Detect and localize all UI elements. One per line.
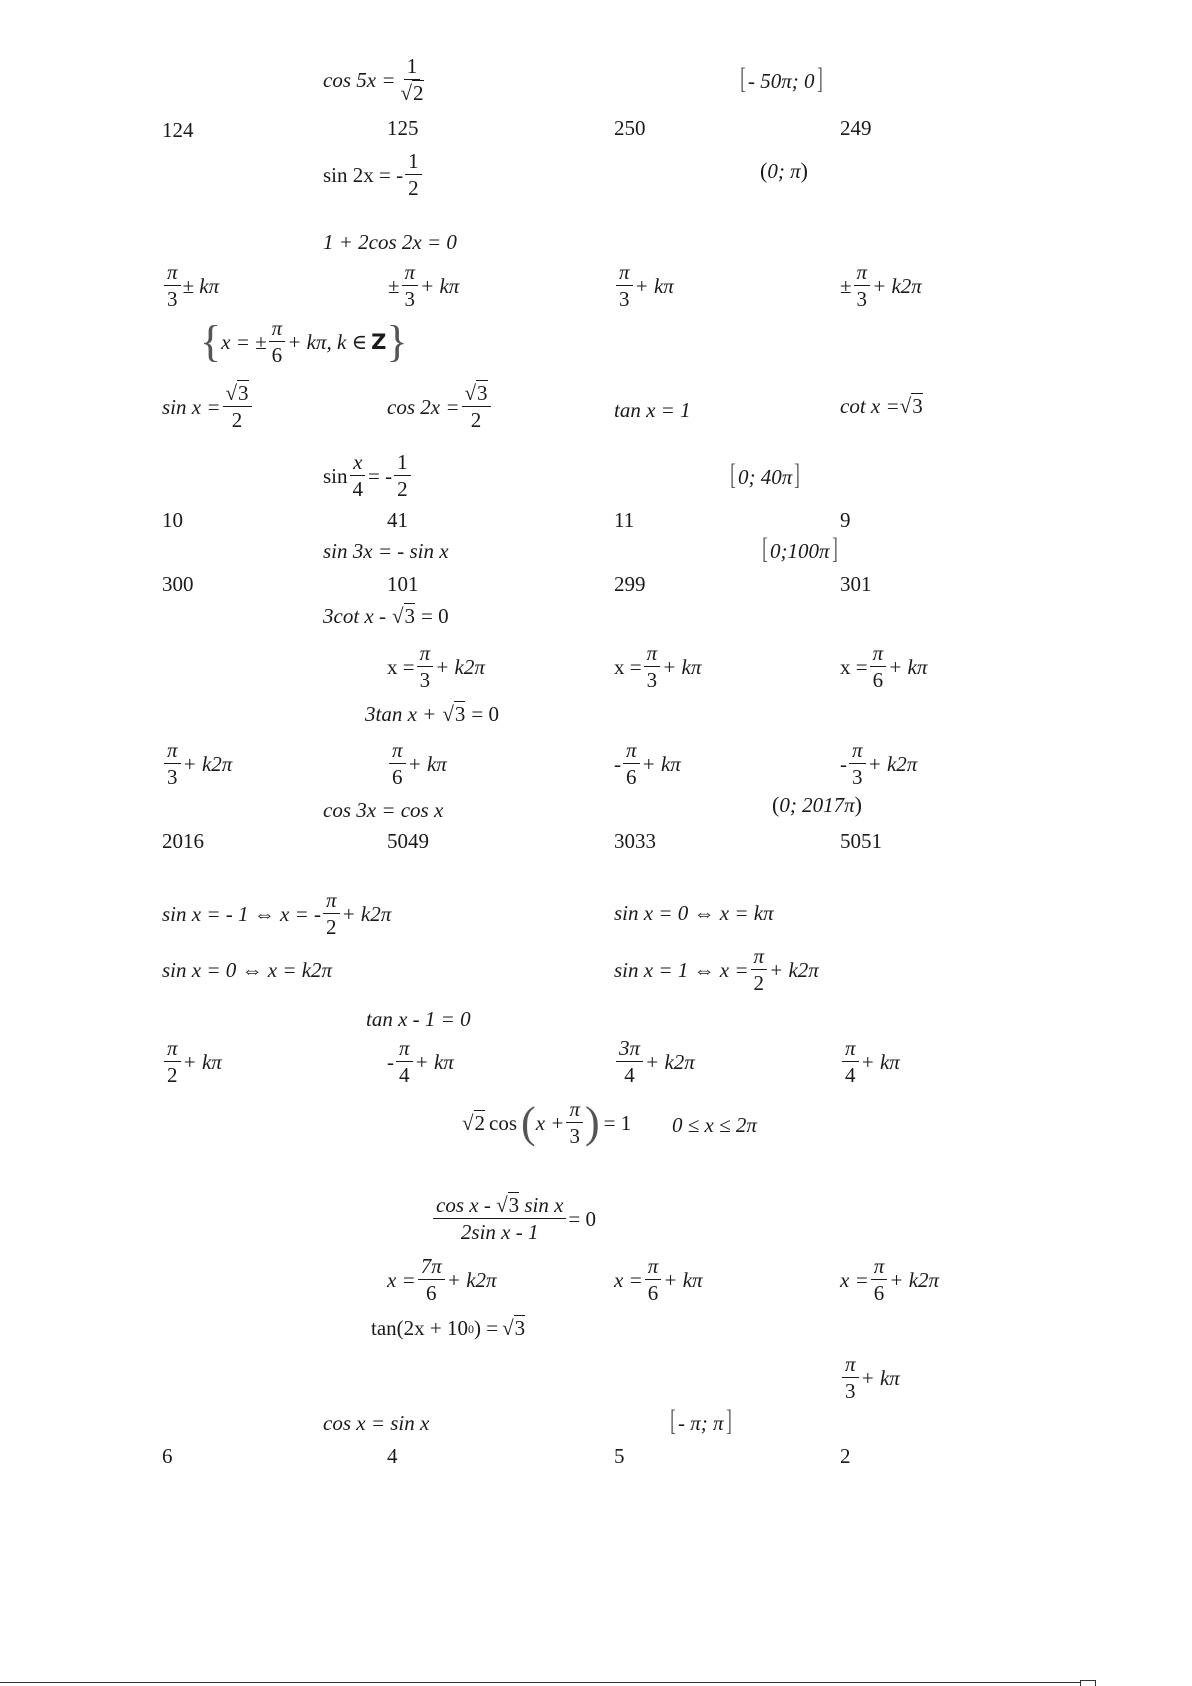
q15-interval-text: - π; π <box>678 1411 724 1435</box>
q5-answer-d: 9 <box>840 508 851 532</box>
q6-equation: sin 3x = - sin x <box>323 539 449 563</box>
q12-equation: √2 cos ( x + $\frac{\pi}{3}$ ) = 1 <box>462 1097 632 1148</box>
q11-answer-a: $\frac{\pi}{2}$ + kπ <box>162 1038 222 1086</box>
q6-answer-a: 300 <box>162 572 194 596</box>
q8-answer-d: - $\frac{\pi}{3}$ + k2π <box>840 738 918 789</box>
q9-interval-text: 0; 2017π <box>779 793 855 817</box>
q10-option-d: sin x = 1 ⇔ x = $\frac{\pi}{2}$ + k2π <box>614 944 819 995</box>
q10-option-b: sin x = 0 ⇔ x = kπ <box>614 901 774 925</box>
q1-interval-text: - 50π; 0 <box>748 69 815 93</box>
q10-option-c: sin x = 0 ⇔ x = k2π <box>162 958 333 982</box>
q6-answer-c: 299 <box>614 572 646 596</box>
q4-answer-a: sin x = $\frac{√3}{2}$ <box>162 383 254 431</box>
q7-equation: 3cot x - √3 = 0 <box>323 604 449 628</box>
q5-equation: sin $\frac{x}{4}$ = - $\frac{1}{2}$ <box>323 452 413 500</box>
q2-den: 2 <box>408 176 419 200</box>
q9-answer-a: 2016 <box>162 829 204 853</box>
q1-den: √2 <box>400 81 424 105</box>
q11-answer-d: $\frac{\pi}{4}$ + kπ <box>840 1038 900 1086</box>
q8-answer-b: $\frac{\pi}{6}$ + kπ <box>387 740 447 788</box>
q13-equation: $\frac{\text{cos x - √3 sin x}}{\text{2sin x - 1}}$ = 0 <box>431 1195 596 1243</box>
q8-answer-c: - $\frac{\pi}{6}$ + kπ <box>614 738 681 789</box>
q6-answer-d: 301 <box>840 572 872 596</box>
q15-answer-b: 4 <box>387 1444 398 1468</box>
q4-answer-b: cos 2x = $\frac{√3}{2}$ <box>387 383 493 431</box>
q1-answer-b: 125 <box>387 116 419 140</box>
q6-interval: [ 0;100π] <box>762 532 838 565</box>
q5-answer-b: 41 <box>387 508 408 532</box>
q10-option-a: sin x = - 1 ⇔ x = - $\frac{\pi}{2}$ + k2π <box>162 888 392 939</box>
q1-fraction <box>398 56 427 104</box>
q11-answer-b: - $\frac{\pi}{4}$ + kπ <box>387 1036 454 1087</box>
q4-solution-set: { x = ± $\frac{\pi}{6}$ + kπ, k ∈ Z } <box>200 316 408 367</box>
q1-answer-d: 249 <box>840 116 872 140</box>
q6-interval-text: 0;100π <box>770 539 830 563</box>
q2-equation <box>323 151 424 199</box>
q2-interval: (0; π) <box>760 158 808 183</box>
q15-interval: [ - π; π] <box>670 1404 732 1437</box>
q7-answer-d: x = $\frac{\pi}{6}$ + kπ <box>840 641 928 692</box>
q3-equation: 1 + 2cos 2x = 0 <box>323 230 457 254</box>
q1-answer-c: 250 <box>614 116 646 140</box>
q15-answer-c: 5 <box>614 1444 625 1468</box>
q2-lhs: sin 2x = - <box>323 162 404 187</box>
q1-answer-a: 124 <box>162 118 194 142</box>
q9-answer-d: 5051 <box>840 829 882 853</box>
q4-answer-d: cot x = √3 <box>840 394 923 418</box>
q1-interval: [ - 50π; 0] <box>740 62 823 95</box>
q8-equation: 3tan x + √3 = 0 <box>365 702 499 726</box>
q1-den-rad: 2 <box>413 81 424 105</box>
q15-answer-a: 6 <box>162 1444 173 1468</box>
q6-answer-b: 101 <box>387 572 419 596</box>
page-bottom-divider <box>0 1682 1080 1683</box>
q13-answer-c: x = $\frac{\pi}{6}$ + kπ <box>614 1254 703 1305</box>
q13-answer-b: x = $\frac{7\pi}{6}$ + k2π <box>387 1254 497 1305</box>
q9-answer-b: 5049 <box>387 829 429 853</box>
q14-equation: tan(2x + 10 0 ) = √3 <box>371 1316 526 1340</box>
q1-num: 1 <box>404 56 421 80</box>
q11-equation: tan x - 1 = 0 <box>366 1007 471 1031</box>
q7-answer-b: x = $\frac{\pi}{3}$ + k2π <box>387 641 485 692</box>
q13-answer-d: x = $\frac{\pi}{6}$ + k2π <box>840 1254 940 1305</box>
q2-interval-text: 0; π <box>767 159 801 183</box>
q8-answer-a: $\frac{\pi}{3}$ + k2π <box>162 740 232 788</box>
q5-interval-text: 0; 40π <box>738 465 793 489</box>
q4-answer-c: tan x = 1 <box>614 398 691 422</box>
q9-equation: cos 3x = cos x <box>323 798 444 822</box>
q5-answer-a: 10 <box>162 508 183 532</box>
q9-interval: (0; 2017π) <box>772 792 862 817</box>
q3-answer-b: ± $\frac{\pi}{3}$ + kπ <box>388 260 460 311</box>
q14-answer-d: $\frac{\pi}{3}$ + kπ <box>840 1354 900 1402</box>
q2-fraction <box>405 151 422 199</box>
q3-answer-d: ± $\frac{\pi}{3}$ + k2π <box>840 260 922 311</box>
integers-symbol: Z <box>371 329 387 354</box>
q11-answer-c: $\frac{3\pi}{4}$ + k2π <box>614 1038 695 1086</box>
q3-answer-c: $\frac{\pi}{3}$ + kπ <box>614 262 674 310</box>
q2-num: 1 <box>405 151 422 175</box>
q1-lhs: cos 5x = <box>323 67 396 92</box>
q12-condition: 0 ≤ x ≤ 2π <box>672 1113 757 1137</box>
q15-answer-d: 2 <box>840 1444 851 1468</box>
q7-answer-c: x = $\frac{\pi}{3}$ + kπ <box>614 641 702 692</box>
page-bottom-corner <box>1080 1680 1096 1686</box>
q9-answer-c: 3033 <box>614 829 656 853</box>
q15-equation: cos x = sin x <box>323 1411 430 1435</box>
q3-answer-a: $\frac{\pi}{3}$ ± kπ <box>162 262 219 310</box>
q1-equation <box>323 56 429 104</box>
q5-interval: [ 0; 40π] <box>730 458 801 491</box>
q5-answer-c: 11 <box>614 508 635 532</box>
